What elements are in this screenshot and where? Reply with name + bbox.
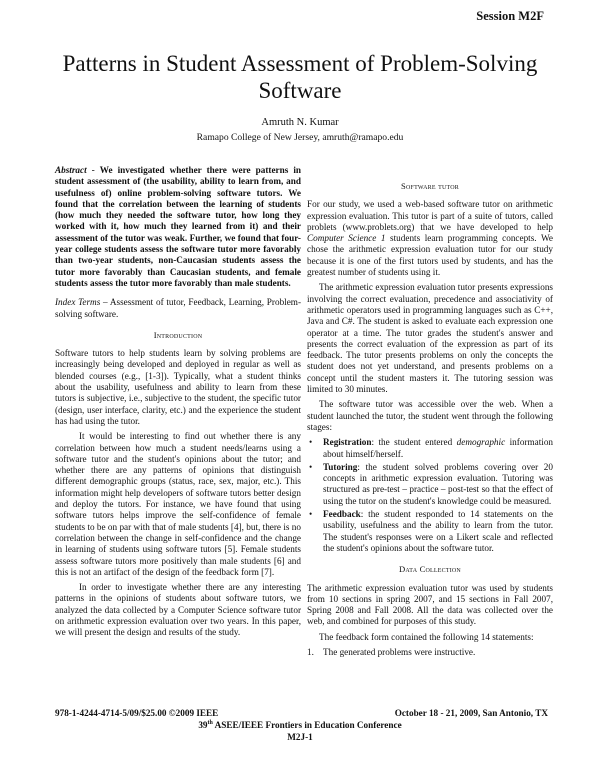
data-paragraph-2: The feedback form contained the following 14 statements: [319, 631, 534, 642]
index-terms [55, 297, 301, 320]
intro-paragraph-1: Software tutors to help students learn by solving problems are increasingly being developed and deployed in regular as well as blended courses (e.g., [1-3]). Typically, what a student thinks about the usability, usefulness and ability to learn from these tutors is subjective, i.e., subjective to the student, the specific tutor (design, user interface, clarity, etc.) and the experience the student has had using the tutor. [55, 348, 301, 426]
tutor-paragraph-2: The arithmetic expression evaluation tutor presents expressions involving the correct evaluation, precedence and associativity of arithmetic operators used in programming languages such as C++, Java and C#. The student is asked to evaluate each expression one operator at a time. The tutor grades the student's answer and presents the correct evaluation of the expression as part of its feedback. The tutor presents problems on only the concepts the student does not yet understand, and presents problems on a concept until the student masters it. The tutoring session was limited to 30 minutes. [307, 282, 553, 395]
right-column [307, 181, 553, 658]
tutor-paragraph-3: The software tutor was accessible over the web. When a student launched the tutor, the student went through the following stages: [307, 399, 553, 432]
intro-paragraph-2: It would be interesting to find out whether there is any correlation between how much a student needs/learns using a software tutor and the student's opinions about the tutor; and whether there are any patterns of opinions that distinguish different demographic groups (status, race, sex, major, etc.). This information might help developers of software tutors better design and deploy the tutors. For instance, we have found that using software tutors helps improve the self-confidence of female students to be on par with that of male students [4], but, there is no correlation between the change in self-confidence and the change in learning of students using software tutors [5]. Female students assess software tutors more positively than male students [6] and this is not an artifact of the design of the feedback form [7]. [55, 431, 301, 577]
list-item: • Feedback: the student responded to 14 statements on the usability, usefulness and the ability to learn from the tutor. The student's responses were on a Likert scale and reflected the student's opinions about the software tutor. [307, 509, 553, 554]
paper-title: Patterns in Student Assessment of Problem-Solving Software [62, 51, 538, 103]
page-number: M2J-1 [287, 732, 313, 742]
footer-date-location: October 18 - 21, 2009, San Antonio, TX [394, 708, 548, 718]
list-item: • Registration: the student entered demographic information about himself/herself. [307, 437, 553, 460]
left-column [55, 165, 301, 643]
tutor-paragraph-1: For our study, we used a web-based software tutor on arithmetic expression evaluation. This tutor is part of a suite of tutors, called problets (www.problets.org) that we have developed to help Computer Science 1 students learn programming concepts. We chose the arithmetic expression evaluation tutor for our study because it is one of the first tutors used by students, and has the greatest number of students using it. [307, 199, 553, 278]
tutor-heading: Software tutor [401, 181, 459, 191]
index-terms-text: – Assessment of tutor, Feedback, Learning, Problem-solving software. [55, 297, 302, 319]
list-item: 1. The generated problems were instructive. [307, 646, 476, 657]
footer-conference: 39th ASEE/IEEE Frontiers in Education Conference [198, 720, 402, 731]
intro-paragraph-3: In order to investigate whether there are any interesting patterns in the opinions of students about software tutors, we analyzed the data collected by a Computer Science software tutor on arithmetic expression evaluation over two years. In this paper, we will present the design and results of the study. [55, 582, 301, 638]
author-name: Amruth N. Kumar [261, 117, 339, 128]
list-item: • Tutoring: the student solved problems covering over 20 concepts in arithmetic expression evaluation. Tutoring was structured as pre-test – practice – post-test so that the effect of using the tutor on the student's knowledge could be measured. [307, 462, 553, 507]
footer-isbn: 978-1-4244-4714-5/09/$25.00 ©2009 IEEE [55, 708, 219, 718]
intro-heading: Introduction [153, 329, 203, 340]
abstract-label: Abstract - [55, 165, 95, 175]
abstract [55, 165, 301, 289]
stages-list [307, 437, 553, 554]
session-label: Session M2F [476, 9, 544, 23]
data-collection-heading: Data Collection [399, 564, 461, 575]
abstract-text: We investigated whether there were patterns in student assessment of (the usability, ability to learn from, and usefulness of) online problem-solving software tutors. We found that the correlation between the learning of students (how much they needed the software tutor, how long they worked with it, how much they learned from it) and their assessment of the tutor was weak. Further, we found that four-year college students assess the software tutor more favorably than two-year students, non-Caucasian students assess the tutor more favorably than Caucasian students, and female students assess the tutor more favorably than male students. [55, 165, 301, 288]
statements-list [307, 647, 553, 658]
data-paragraph-1: The arithmetic expression evaluation tutor was used by students from 10 sections in spring 2007, and 15 sections in Fall 2007, Spring 2008 and Fall 2008. All the data was collected over the web, and combined for purposes of this study. [307, 582, 553, 627]
index-terms-label: Index Terms [55, 297, 101, 308]
author-affiliation: Ramapo College of New Jersey, amruth@ramapo.edu [196, 132, 404, 143]
